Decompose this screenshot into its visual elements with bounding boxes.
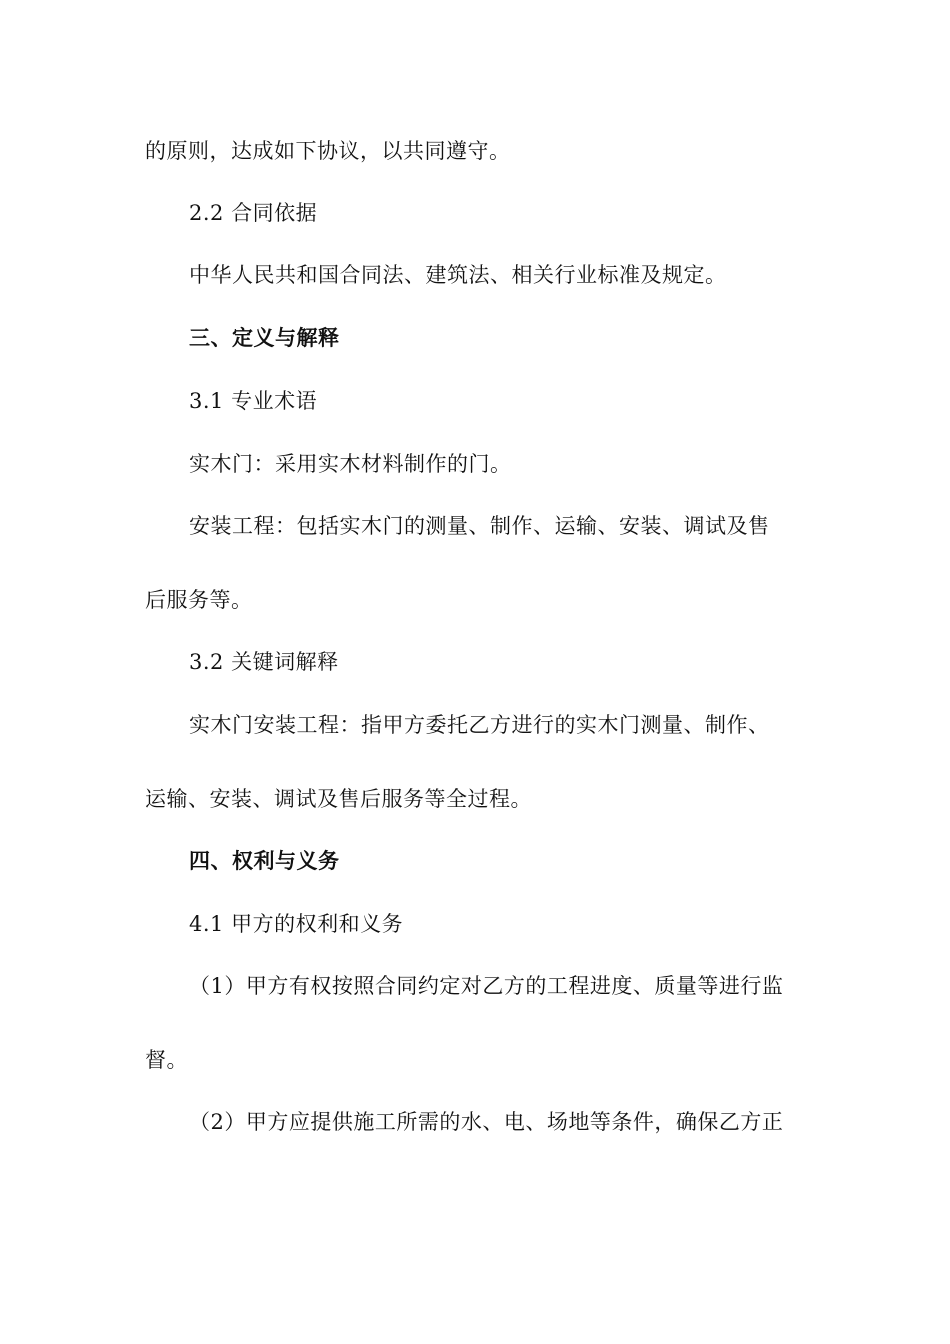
paragraph-line: 中华人民共和国合同法、建筑法、相关行业标准及规定。 [189, 263, 727, 287]
paragraph-line: 安装工程：包括实木门的测量、制作、运输、安装、调试及售 [189, 514, 770, 538]
subsection-heading: 3.2 关键词解释 [189, 650, 339, 674]
subsection-heading: 3.1 专业术语 [189, 389, 318, 413]
subsection-heading: 2.2 合同依据 [189, 201, 318, 225]
section-heading: 三、定义与解释 [189, 325, 340, 350]
paragraph-line: 实木门：采用实木材料制作的门。 [189, 452, 512, 476]
paragraph-line: 实木门安装工程：指甲方委托乙方进行的实木门测量、制作、 [189, 713, 770, 737]
section-heading: 四、权利与义务 [189, 848, 340, 873]
paragraph-line: （2）甲方应提供施工所需的水、电、场地等条件，确保乙方正 [189, 1110, 784, 1134]
paragraph-line: 后服务等。 [145, 588, 253, 612]
paragraph-line: 的原则，达成如下协议，以共同遵守。 [145, 139, 511, 163]
paragraph-line: （1）甲方有权按照合同约定对乙方的工程进度、质量等进行监 [189, 974, 784, 998]
subsection-heading: 4.1 甲方的权利和义务 [189, 912, 404, 936]
paragraph-line: 督。 [145, 1048, 188, 1072]
paragraph-line: 运输、安装、调试及售后服务等全过程。 [145, 787, 532, 811]
